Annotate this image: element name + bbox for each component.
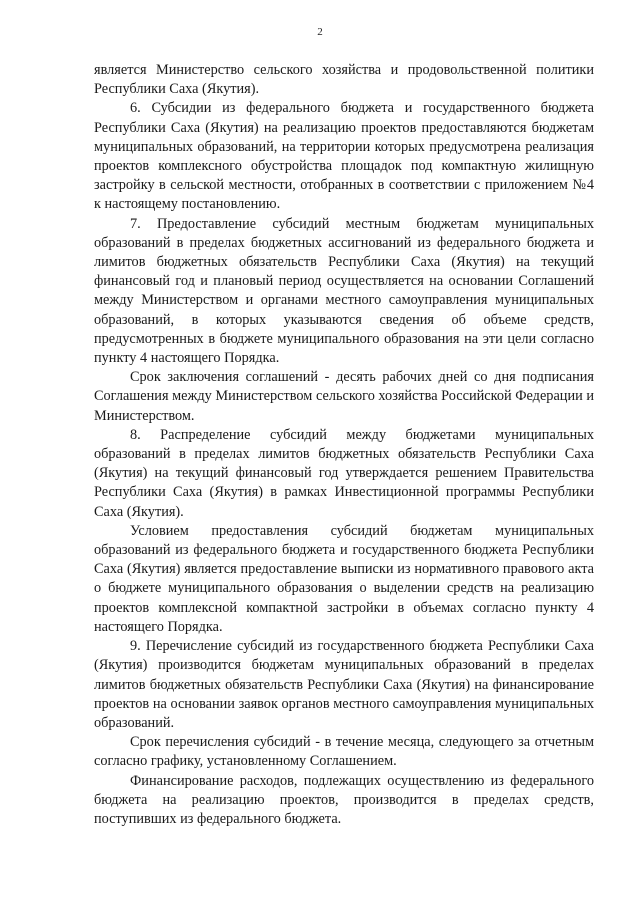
paragraph-item-6: 6. Субсидии из федерального бюджета и государственного бюджета Республики Саха (Якутия) на реализацию проектов предоставляются бюджетам муниципальных образований, на территории которых предусмотрена реализация проектов комплексного обустройства площадок под компактную жилищную застройку в сельской местности, отобранных в соответствии с приложением №4 к настоящему постановлению. <box>94 100 594 213</box>
paragraph-transfer-term: Срок перечисления субсидий - в течение месяца, следующего за отчетным согласно графику, установленному Соглашением. <box>94 734 594 770</box>
paragraph-item-9: 9. Перечисление субсидий из государственного бюджета Республики Саха (Якутия) производится бюджетам муниципальных образований в пределах лимитов бюджетных обязательств Республики Саха (Якутия) на финансирование проектов на основании заявок органов местного самоуправления муниципальных образований. <box>94 638 594 731</box>
paragraph-condition: Условием предоставления субсидий бюджетам муниципальных образований из федерального бюджета и государственного бюджета Республики Саха (Якутия) является предоставление выписки из нормативного правового акта о бюджете муниципального образования о выделении средств на реализацию проектов комплексной компактной застройки в объемах согласно пункту 4 настоящего Порядка. <box>94 522 594 635</box>
page-number: 2 <box>317 26 323 38</box>
paragraph-agreement-term: Срок заключения соглашений - десять рабочих дней со дня подписания Соглашения между Министерством сельского хозяйства Российской Федерации и Министерством. <box>94 369 594 424</box>
paragraph-item-8: 8. Распределение субсидий между бюджетами муниципальных образований в пределах лимитов бюджетных обязательств Республики Саха (Якутия) на текущий финансовый год утверждается решением Правительства Республики Саха (Якутия) в рамках Инвестиционной программы Республики Саха (Якутия). <box>94 426 594 520</box>
document-body <box>94 61 594 829</box>
paragraph-item-7: 7. Предоставление субсидий местным бюджетам муниципальных образований в пределах бюджетных ассигнований из федерального бюджета и лимитов бюджетных обязательств Республики Саха (Якутия) на текущий финансовый год и плановый период осуществляется на основании Соглашений между Министерством и органами местного самоуправления муниципальных образований, в которых указываются сведения об объеме средств, предусмотренных в бюджете муниципального образования на эти цели согласно пункту 4 настоящего Порядка. <box>94 215 594 367</box>
paragraph-financing: Финансирование расходов, подлежащих осуществлению из федерального бюджета на реализацию проектов, производится в пределах средств, поступивших из федерального бюджета. <box>94 772 594 827</box>
paragraph-intro: является Министерство сельского хозяйства и продовольственной политики Республики Саха (Якутия). <box>94 62 594 98</box>
